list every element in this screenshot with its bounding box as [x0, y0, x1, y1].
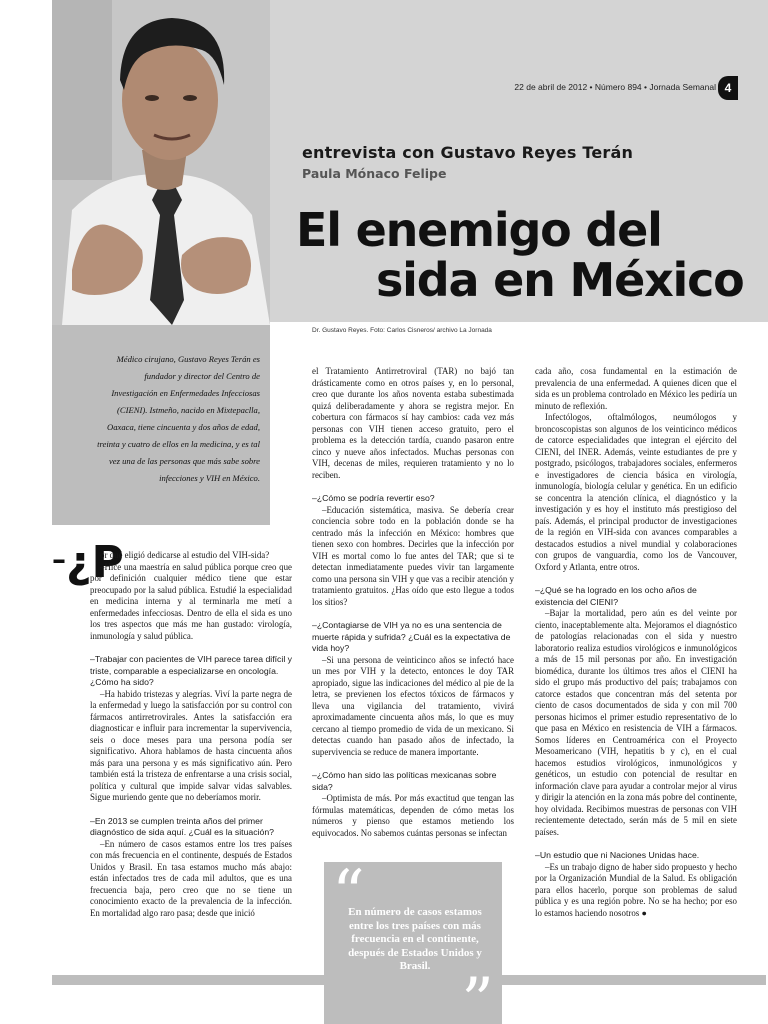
intro-box: Médico cirujano, Gustavo Reyes Terán es fundador y director del Centro de Investigación en Enfermedades Infecciosas (CIENI). Istmeño, nacido en Mixtepaclla, Oaxaca, tiene cincuenta y dos años de edad, treinta y cuatro de ellos en la medicina, y es tal vez una de las personas que más sabe sobre infecciones y VIH en México. — [52, 325, 270, 525]
interview-question: –¿Cómo se podría revertir eso? — [312, 493, 435, 503]
drop-cap-dash: – — [52, 543, 66, 576]
interview-paragraph: –Bajar la mortalidad, pero aún es del veinte por ciento, inaceptablemente alta. Mejoramos el diagnóstico de patologías relacionadas con el sida y nuestro laboratorio realiza estudios virológicos e inmunológicos a más de 15 mil personas por año. En investigación biomédica, durante los últimos tres años el CIENI ha sido el grupo más productivo del país; trabajamos con catorce estados que concentran más del setenta por ciento de casos documentados de sida y con mil 700 personas hicimos el primer estudio representativo de lo que pasa en México en resistencia de VIH a fármacos. Somos líderes en Centroamérica con el Proyecto Mesoamericano (VIH, hepatitis b y c), en el cual hacemos estudios virológicos, inmunológicos y genéticos, un estudio con potencial de resultar en información clave para ayudar a controlar mejor al virus y dirigir la atención en la zona más pobre del continente, hoy olvidada. Recibimos muestras de personas con VIH recientemente detectado, serán más de 5 mil en siete países. — [535, 608, 737, 837]
article-column-1 — [90, 550, 292, 919]
headline-line-2: sida en México — [376, 253, 744, 307]
article-column-3 — [535, 366, 737, 919]
headline-line-1: El enemigo del — [296, 203, 662, 257]
article-column-2 — [312, 366, 514, 839]
interview-paragraph: –Ha habido tristezas y alegrías. Viví la parte negra de la enfermedad y luego la satisfacción por su control con fármacos antirretrovirales. Antes la satisfacción era diagnosticar e influir para incrementar la supervivencia, seis o doce meses para una persona podía ser significativo. Ahora hablamos de hasta cincuenta años más para una persona y es más significativo aún. Pero también está la tristeza de enfrentarse a una crisis social, política y cultural que impide salvar vidas salvables. Sigue muriendo gente que no deberíamos morir. — [90, 688, 292, 802]
interview-question: –En 2013 se cumplen treinta años del primer diagnóstico de sida aquí. ¿Cuál es la situación? — [90, 815, 274, 837]
interview-question: –¿Cómo han sido las políticas mexicanas sobre sida? — [312, 770, 497, 792]
interview-paragraph: or qué eligió dedicarse al estudio del VIH-sida? — [100, 550, 270, 560]
pull-quote — [324, 857, 502, 1024]
drop-cap-letters: ¿P — [66, 537, 124, 588]
pull-quote-text: En número de casos estamos entre los tres países con más frecuencia en el continente, después de Estados Unidos y Brasil. — [348, 906, 482, 972]
interview-paragraph: –En número de casos estamos entre los tres países con más frecuencia en el continente, después de Estados Unidos y Brasil. En tasa estamos mucho más abajo: están infectados tres de cada mil adultos, que es una frecuencia baja, pero creo que no se tiene un conocimiento exacto de la prevalencia de la infección. En mortalidad algo raro pasa; desde que inició — [90, 838, 292, 918]
close-quote-icon: ” — [461, 965, 494, 1024]
interview-paragraph: –Educación sistemática, masiva. Se debería crear conciencia sobre todo en la población donde se ha centrado más la infección en México: hombres que tienen sexo con hombres. Decirles que la infección por VIH es mortal como lo fue antes del TAR; que si te detectan inmediatamente puedes vivir tan largamente como una persona sin VIH y que vas a recibir atención y tratamiento gratuitos. ¿Has oído que esto llegue a todos los sitios? — [312, 504, 514, 607]
interview-paragraph: Infectólogos, oftalmólogos, neumólogos y broncoscopistas son algunos de los veinticinco médicos de catorce especialidades que integran el ejército del CIENI, del INER. Además, veinte estudiantes de pre y postgrado, psicólogos, trabajadores sociales, enfermeros e investigadores de ciencia básica en virología, inmunología, biología celular y genética. En un edificio se concentra la atención clínica, el diagnóstico y la investigación y es hoy el instituto más prestigioso del país. Además, el principal productor de investigaciones de la región en VIH-sida con avances comparables a destacados estudios a nivel mundial y colaboraciones con grupos de vanguardia, como los de Vancouver, Oxford y Atlanta, entre otros. — [535, 412, 737, 572]
photo-caption: Dr. Gustavo Reyes. Foto: Carlos Cisneros/ archivo La Jornada — [312, 327, 492, 334]
bottom-rule-right — [502, 975, 766, 985]
portrait-illustration — [52, 0, 270, 325]
headline — [296, 205, 744, 305]
portrait-photo — [52, 0, 270, 325]
interview-question: –Trabajar con pacientes de VIH parece tarea difícil y triste, comparable a especializarse en oncología. ¿Cómo ha sido? — [90, 654, 293, 687]
interview-paragraph: –Optimista de más. Por más exactitud que tengan las fórmulas matemáticas, dependen de cómo metas los números y pienso que estamos metiendo los equivocados. No sabemos cuántas personas se infectan — [312, 793, 514, 838]
open-quote-icon: “ — [332, 857, 365, 931]
dateline: 22 de abril de 2012 • Número 894 • Jornada Semanal — [514, 82, 716, 92]
interview-question: –Un estudio que ni Naciones Unidas hace. — [535, 850, 700, 860]
bottom-rule-left — [52, 975, 324, 985]
interview-question: –¿Contagiarse de VIH ya no es una sentencia de muerte rápida y sufrida? ¿Cuál es la expectativa de vida hoy? — [312, 620, 511, 653]
interview-paragraph: –Es un trabajo digno de haber sido propuesto y hecho por la Organización Mundial de la Salud. Es obligación para ellos hacerlo, porque son problemas de salud pública y es una región pobre. No se ha hecho; por eso lo estamos haciendo nosotros ● — [535, 861, 737, 918]
page-number: 4 — [718, 76, 738, 100]
interview-paragraph: cada año, cosa fundamental en la estimación de prevalencia de una enfermedad. A quienes dicen que el sida es un problema controlado en México les pediría un minuto de reflexión. — [535, 366, 737, 411]
interview-kicker: entrevista con Gustavo Reyes Terán — [302, 143, 634, 162]
interview-paragraph: –Hice una maestría en salud pública porque creo que por definición cualquier médico tiene que estar preocupado por la salud pública. Estudié la especialidad en medicina interna y al terminarla me metí a enfermedades infecciosas. Dentro de ella el sida es uno los tres aspectos que más me han gustado: virología, inmunología y salud pública. — [90, 561, 292, 641]
interview-paragraph: –Si una persona de veinticinco años se infectó hace un mes por VIH y la detecto, entonces le doy TAR apropiado, sigue las indicaciones del médico al pie de la letra, se previenen los efectos tóxicos de fármacos y lleva una vigilancia del tratamiento, vivirá aproximadamente cincuenta años más, lo que es muy cercano al tiempo promedio de vida de un mexicano. Si detectas cuando han pasado años de infectado, la supervivencia se reduce de manera importante. — [312, 654, 514, 757]
interview-paragraph: el Tratamiento Antirretroviral (TAR) no bajó tan drásticamente como en otros países y, en lo personal, creo que durante los años noventa estaba subestimada quizá deliberadamente y ahora se registra mejor. En cobertura con fármacos sí hay cambios: cada vez más personas con VIH tienen acceso gratuito, pero el problema es la detección tardía, cuando pasaron entre cinco y nueve años infectados. Muchas personas con VIH, decenas de miles, requieren tratamiento y no lo reciben. — [312, 366, 514, 480]
interview-question: –¿Qué se ha logrado en los ocho años de existencia del CIENI? — [535, 585, 697, 607]
author-byline: Paula Mónaco Felipe — [302, 166, 447, 181]
